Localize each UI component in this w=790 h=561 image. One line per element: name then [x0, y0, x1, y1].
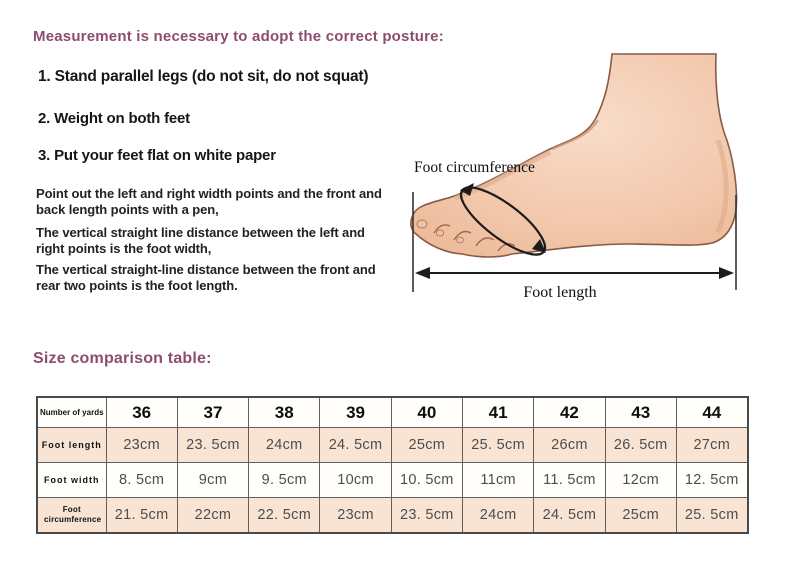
instruction-step-3: 3. Put your feet flat on white paper — [38, 147, 276, 164]
value-cell-41-0: 25. 5cm — [462, 428, 533, 463]
value-cell-38-1: 9. 5cm — [249, 463, 320, 498]
size-header-cell-38: 38 — [249, 397, 320, 428]
value-cell-38-0: 24cm — [249, 428, 320, 463]
size-header-cell-36: 36 — [106, 397, 177, 428]
value-cell-44-2: 25. 5cm — [676, 498, 747, 534]
value-cell-39-2: 23cm — [320, 498, 391, 534]
size-header-cell-43: 43 — [605, 397, 676, 428]
size-header-row — [37, 397, 748, 428]
foot-length-label: Foot length — [523, 284, 597, 301]
value-cell-42-1: 11. 5cm — [534, 463, 605, 498]
value-cell-42-0: 26cm — [534, 428, 605, 463]
value-cell-40-0: 25cm — [391, 428, 462, 463]
value-cell-37-0: 23. 5cm — [177, 428, 248, 463]
value-cell-43-0: 26. 5cm — [605, 428, 676, 463]
instruction-step-2: 2. Weight on both feet — [38, 110, 190, 127]
value-cell-40-1: 10. 5cm — [391, 463, 462, 498]
instruction-step-1: 1. Stand parallel legs (do not sit, do not squat) — [38, 68, 369, 85]
value-cell-36-0: 23cm — [106, 428, 177, 463]
value-cell-42-2: 24. 5cm — [534, 498, 605, 534]
size-table-title: Size comparison table: — [33, 350, 212, 367]
value-cell-44-1: 12. 5cm — [676, 463, 747, 498]
row-label-cell: Foot width — [37, 463, 106, 498]
page-title: Measurement is necessary to adopt the correct posture: — [33, 28, 444, 45]
value-cell-39-0: 24. 5cm — [320, 428, 391, 463]
size-comparison-table — [36, 396, 749, 534]
measure-note-width: The vertical straight line distance between the left and right points is the foot width, — [36, 225, 365, 256]
foot-circumference-label: Foot circumference — [414, 159, 535, 176]
value-cell-36-1: 8. 5cm — [106, 463, 177, 498]
foot-length-arrow — [415, 267, 734, 279]
table-row-foot-circumference — [37, 498, 748, 534]
value-cell-44-0: 27cm — [676, 428, 747, 463]
size-header-cell-41: 41 — [462, 397, 533, 428]
table-row-foot-width — [37, 463, 748, 498]
value-cell-39-1: 10cm — [320, 463, 391, 498]
value-cell-36-2: 21. 5cm — [106, 498, 177, 534]
value-cell-37-2: 22cm — [177, 498, 248, 534]
measure-note-length: The vertical straight-line distance between the front and rear two points is the foot length. — [36, 262, 376, 293]
foot-illustration — [411, 54, 737, 257]
value-cell-41-2: 24cm — [462, 498, 533, 534]
value-cell-43-2: 25cm — [605, 498, 676, 534]
measure-note-pen: Point out the left and right width points and the front and back length points with a pen, — [36, 186, 382, 217]
table-row-foot-length — [37, 428, 748, 463]
value-cell-37-1: 9cm — [177, 463, 248, 498]
row-label-cell: Foot length — [37, 428, 106, 463]
foot-measurement-diagram — [400, 40, 790, 320]
size-header-cell-42: 42 — [534, 397, 605, 428]
value-cell-40-2: 23. 5cm — [391, 498, 462, 534]
value-cell-38-2: 22. 5cm — [249, 498, 320, 534]
value-cell-43-1: 12cm — [605, 463, 676, 498]
corner-label-cell: Number of yards — [37, 397, 106, 428]
row-label-cell: Foot circumference — [37, 498, 106, 534]
size-header-cell-39: 39 — [320, 397, 391, 428]
size-header-cell-44: 44 — [676, 397, 747, 428]
value-cell-41-1: 11cm — [462, 463, 533, 498]
size-header-cell-37: 37 — [177, 397, 248, 428]
size-header-cell-40: 40 — [391, 397, 462, 428]
